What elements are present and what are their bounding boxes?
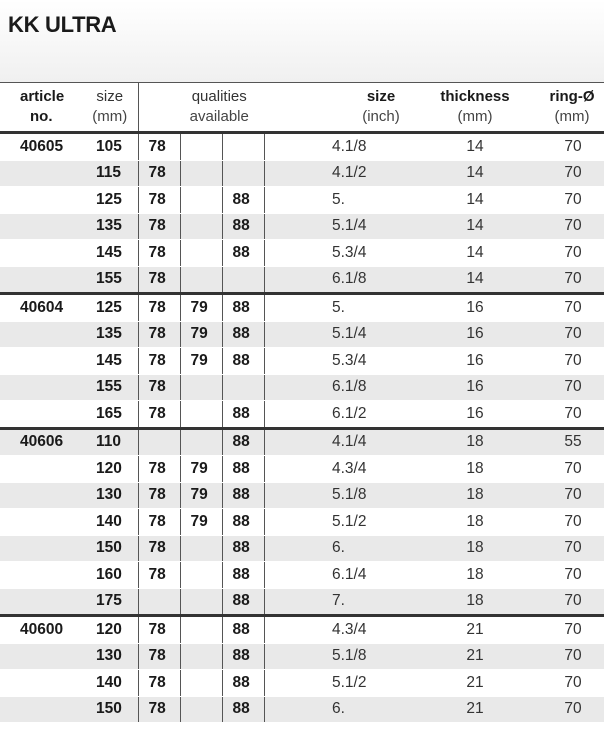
cell-gap <box>264 509 332 536</box>
cell-size-inch: 4.1/4 <box>332 428 400 456</box>
cell-size-mm: 145 <box>82 348 138 375</box>
header-article <box>0 83 82 133</box>
header-thickness-sub: (mm) <box>457 108 493 125</box>
cell-thickness: 18 <box>400 562 530 589</box>
cell-size-mm: 150 <box>82 535 138 562</box>
cell-quality-2 <box>180 428 222 456</box>
header-ring <box>530 83 604 133</box>
cell-size-inch: 5.1/2 <box>332 509 400 536</box>
cell-quality-1: 78 <box>138 456 180 483</box>
cell-quality-2 <box>180 696 222 723</box>
header-ring-label: ring-Ø <box>549 88 595 105</box>
cell-article <box>0 160 82 187</box>
header-thickness <box>400 83 530 133</box>
cell-article <box>0 670 82 697</box>
cell-article: 40604 <box>0 294 82 322</box>
cell-thickness: 18 <box>400 456 530 483</box>
cell-size-inch: 7. <box>332 588 400 616</box>
cell-thickness: 16 <box>400 401 530 429</box>
table-row <box>0 428 604 456</box>
cell-quality-2 <box>180 213 222 240</box>
cell-ring: 70 <box>530 133 604 161</box>
cell-gap <box>264 482 332 509</box>
table-body <box>0 133 604 723</box>
cell-quality-1: 78 <box>138 187 180 214</box>
cell-quality-1: 78 <box>138 266 180 294</box>
cell-gap <box>264 266 332 294</box>
cell-size-inch: 5.1/8 <box>332 643 400 670</box>
cell-quality-2: 79 <box>180 482 222 509</box>
cell-quality-3: 88 <box>222 321 264 348</box>
header-gap <box>264 83 332 133</box>
cell-size-inch: 6.1/4 <box>332 562 400 589</box>
cell-size-mm: 120 <box>82 616 138 644</box>
cell-thickness: 14 <box>400 240 530 267</box>
cell-gap <box>264 348 332 375</box>
cell-thickness: 14 <box>400 187 530 214</box>
cell-quality-1 <box>138 428 180 456</box>
cell-gap <box>264 562 332 589</box>
table-row <box>0 321 604 348</box>
cell-quality-2 <box>180 643 222 670</box>
cell-ring: 70 <box>530 509 604 536</box>
cell-gap <box>264 374 332 401</box>
cell-article <box>0 266 82 294</box>
table-row <box>0 456 604 483</box>
cell-quality-2: 79 <box>180 509 222 536</box>
cell-quality-1: 78 <box>138 321 180 348</box>
cell-article <box>0 535 82 562</box>
cell-size-mm: 165 <box>82 401 138 429</box>
header-size-inch-label: size <box>366 88 396 105</box>
cell-ring: 70 <box>530 213 604 240</box>
cell-ring: 70 <box>530 643 604 670</box>
cell-quality-3 <box>222 160 264 187</box>
table-row <box>0 374 604 401</box>
cell-article <box>0 240 82 267</box>
cell-thickness: 18 <box>400 482 530 509</box>
cell-ring: 70 <box>530 266 604 294</box>
cell-thickness: 21 <box>400 643 530 670</box>
cell-gap <box>264 616 332 644</box>
cell-quality-2: 79 <box>180 456 222 483</box>
cell-size-inch: 4.1/8 <box>332 133 400 161</box>
cell-gap <box>264 696 332 723</box>
cell-size-inch: 4.3/4 <box>332 456 400 483</box>
cell-quality-3: 88 <box>222 482 264 509</box>
cell-quality-3 <box>222 133 264 161</box>
cell-ring: 70 <box>530 187 604 214</box>
table-row <box>0 187 604 214</box>
cell-quality-3: 88 <box>222 348 264 375</box>
cell-quality-3: 88 <box>222 535 264 562</box>
header-size-inch <box>332 83 400 133</box>
header-article-sub: no. <box>30 108 53 125</box>
cell-quality-1: 78 <box>138 160 180 187</box>
cell-gap <box>264 321 332 348</box>
cell-article <box>0 401 82 429</box>
cell-article <box>0 348 82 375</box>
cell-size-mm: 160 <box>82 562 138 589</box>
cell-thickness: 14 <box>400 160 530 187</box>
cell-thickness: 18 <box>400 588 530 616</box>
cell-thickness: 21 <box>400 616 530 644</box>
cell-quality-2 <box>180 588 222 616</box>
table-row <box>0 240 604 267</box>
cell-size-mm: 145 <box>82 240 138 267</box>
cell-size-inch: 4.3/4 <box>332 616 400 644</box>
cell-article <box>0 509 82 536</box>
cell-thickness: 21 <box>400 670 530 697</box>
cell-quality-1: 78 <box>138 240 180 267</box>
cell-thickness: 16 <box>400 348 530 375</box>
cell-size-mm: 110 <box>82 428 138 456</box>
spec-table <box>0 82 604 723</box>
cell-size-inch: 5.1/2 <box>332 670 400 697</box>
cell-thickness: 21 <box>400 696 530 723</box>
table-row <box>0 670 604 697</box>
cell-quality-1: 78 <box>138 133 180 161</box>
table-row <box>0 133 604 161</box>
cell-thickness: 14 <box>400 213 530 240</box>
cell-quality-3: 88 <box>222 428 264 456</box>
cell-gap <box>264 456 332 483</box>
cell-gap <box>264 535 332 562</box>
cell-article: 40605 <box>0 133 82 161</box>
cell-gap <box>264 670 332 697</box>
cell-quality-2 <box>180 401 222 429</box>
cell-size-inch: 4.1/2 <box>332 160 400 187</box>
header-qualities-sub: available <box>189 108 249 125</box>
cell-quality-1: 78 <box>138 562 180 589</box>
table-row <box>0 696 604 723</box>
cell-size-mm: 120 <box>82 456 138 483</box>
cell-size-mm: 140 <box>82 509 138 536</box>
cell-size-mm: 140 <box>82 670 138 697</box>
cell-thickness: 14 <box>400 266 530 294</box>
header-article-label: article <box>20 88 65 105</box>
cell-quality-2: 79 <box>180 321 222 348</box>
cell-size-inch: 5.1/4 <box>332 213 400 240</box>
cell-ring: 70 <box>530 374 604 401</box>
cell-quality-2 <box>180 160 222 187</box>
cell-thickness: 16 <box>400 294 530 322</box>
header-thickness-label: thickness <box>440 88 510 105</box>
table-row <box>0 160 604 187</box>
cell-size-mm: 175 <box>82 588 138 616</box>
cell-gap <box>264 588 332 616</box>
cell-gap <box>264 213 332 240</box>
table-row <box>0 213 604 240</box>
cell-quality-2: 79 <box>180 348 222 375</box>
cell-article <box>0 187 82 214</box>
cell-article <box>0 321 82 348</box>
cell-gap <box>264 160 332 187</box>
cell-size-mm: 125 <box>82 294 138 322</box>
cell-ring: 70 <box>530 321 604 348</box>
cell-size-mm: 155 <box>82 374 138 401</box>
cell-size-mm: 155 <box>82 266 138 294</box>
cell-quality-1: 78 <box>138 482 180 509</box>
cell-quality-2 <box>180 374 222 401</box>
cell-size-mm: 135 <box>82 321 138 348</box>
cell-size-inch: 5.3/4 <box>332 348 400 375</box>
table-row <box>0 401 604 429</box>
cell-size-inch: 5.1/8 <box>332 482 400 509</box>
cell-thickness: 18 <box>400 428 530 456</box>
cell-gap <box>264 240 332 267</box>
table-row <box>0 509 604 536</box>
cell-article <box>0 456 82 483</box>
cell-ring: 70 <box>530 294 604 322</box>
cell-quality-3: 88 <box>222 588 264 616</box>
cell-size-mm: 130 <box>82 643 138 670</box>
header-size-inch-sub: (inch) <box>362 108 400 125</box>
cell-article <box>0 588 82 616</box>
cell-thickness: 16 <box>400 374 530 401</box>
table-row <box>0 266 604 294</box>
cell-size-mm: 105 <box>82 133 138 161</box>
cell-quality-3: 88 <box>222 187 264 214</box>
table-row <box>0 294 604 322</box>
cell-ring: 70 <box>530 535 604 562</box>
cell-quality-2 <box>180 187 222 214</box>
cell-quality-2 <box>180 240 222 267</box>
cell-quality-3: 88 <box>222 670 264 697</box>
cell-size-mm: 135 <box>82 213 138 240</box>
cell-size-mm: 130 <box>82 482 138 509</box>
cell-ring: 70 <box>530 482 604 509</box>
cell-size-mm: 115 <box>82 160 138 187</box>
cell-gap <box>264 401 332 429</box>
header-qualities <box>138 83 264 133</box>
table-row <box>0 348 604 375</box>
cell-article <box>0 562 82 589</box>
cell-quality-1: 78 <box>138 213 180 240</box>
cell-size-inch: 6. <box>332 535 400 562</box>
cell-quality-3: 88 <box>222 401 264 429</box>
cell-ring: 70 <box>530 240 604 267</box>
table-row <box>0 588 604 616</box>
cell-ring: 70 <box>530 401 604 429</box>
header-qualities-label: qualities <box>191 88 247 105</box>
cell-quality-1: 78 <box>138 509 180 536</box>
header-size <box>82 83 138 133</box>
cell-size-inch: 6.1/2 <box>332 401 400 429</box>
cell-quality-2 <box>180 562 222 589</box>
cell-quality-2 <box>180 133 222 161</box>
cell-size-mm: 150 <box>82 696 138 723</box>
cell-ring: 70 <box>530 348 604 375</box>
cell-size-inch: 6.1/8 <box>332 374 400 401</box>
cell-gap <box>264 643 332 670</box>
table-row <box>0 616 604 644</box>
cell-quality-1: 78 <box>138 535 180 562</box>
cell-quality-2 <box>180 616 222 644</box>
cell-ring: 70 <box>530 588 604 616</box>
cell-quality-1: 78 <box>138 643 180 670</box>
cell-article: 40600 <box>0 616 82 644</box>
cell-quality-1: 78 <box>138 616 180 644</box>
header-size-label: size <box>96 88 124 105</box>
table-row <box>0 562 604 589</box>
table-header-row <box>0 83 604 133</box>
cell-quality-2: 79 <box>180 294 222 322</box>
cell-quality-3: 88 <box>222 240 264 267</box>
cell-article: 40606 <box>0 428 82 456</box>
cell-quality-1: 78 <box>138 696 180 723</box>
cell-size-inch: 6.1/8 <box>332 266 400 294</box>
cell-thickness: 16 <box>400 321 530 348</box>
cell-quality-3 <box>222 374 264 401</box>
cell-ring: 55 <box>530 428 604 456</box>
cell-quality-3: 88 <box>222 456 264 483</box>
cell-size-mm: 125 <box>82 187 138 214</box>
cell-quality-1: 78 <box>138 348 180 375</box>
cell-gap <box>264 187 332 214</box>
cell-size-inch: 5. <box>332 294 400 322</box>
cell-quality-2 <box>180 266 222 294</box>
cell-thickness: 18 <box>400 509 530 536</box>
cell-gap <box>264 133 332 161</box>
table-row <box>0 535 604 562</box>
cell-quality-2 <box>180 670 222 697</box>
header-size-sub: (mm) <box>92 108 128 125</box>
cell-quality-3: 88 <box>222 213 264 240</box>
cell-thickness: 14 <box>400 133 530 161</box>
cell-ring: 70 <box>530 616 604 644</box>
cell-quality-3: 88 <box>222 616 264 644</box>
cell-quality-2 <box>180 535 222 562</box>
cell-article <box>0 696 82 723</box>
cell-article <box>0 213 82 240</box>
cell-size-inch: 5. <box>332 187 400 214</box>
cell-quality-3: 88 <box>222 562 264 589</box>
cell-quality-1: 78 <box>138 670 180 697</box>
cell-ring: 70 <box>530 160 604 187</box>
cell-quality-3: 88 <box>222 696 264 723</box>
cell-size-inch: 5.1/4 <box>332 321 400 348</box>
cell-gap <box>264 294 332 322</box>
cell-gap <box>264 428 332 456</box>
cell-quality-1: 78 <box>138 294 180 322</box>
page-title: KK ULTRA <box>8 12 117 37</box>
table-row <box>0 482 604 509</box>
cell-quality-3: 88 <box>222 294 264 322</box>
cell-quality-3 <box>222 266 264 294</box>
cell-ring: 70 <box>530 670 604 697</box>
cell-article <box>0 643 82 670</box>
cell-ring: 70 <box>530 562 604 589</box>
cell-quality-1 <box>138 588 180 616</box>
cell-size-inch: 5.3/4 <box>332 240 400 267</box>
cell-quality-1: 78 <box>138 374 180 401</box>
cell-quality-3: 88 <box>222 643 264 670</box>
cell-article <box>0 374 82 401</box>
table-row <box>0 643 604 670</box>
cell-size-inch: 6. <box>332 696 400 723</box>
cell-article <box>0 482 82 509</box>
cell-ring: 70 <box>530 696 604 723</box>
cell-quality-3: 88 <box>222 509 264 536</box>
cell-quality-1: 78 <box>138 401 180 429</box>
cell-ring: 70 <box>530 456 604 483</box>
header-ring-sub: (mm) <box>554 108 590 125</box>
cell-thickness: 18 <box>400 535 530 562</box>
